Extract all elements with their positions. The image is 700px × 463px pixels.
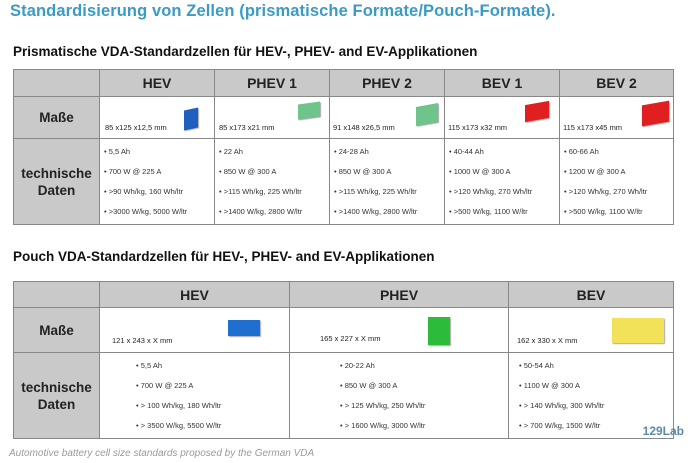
corner-cell <box>14 282 100 308</box>
watermark-logo: 129Lab <box>642 424 684 438</box>
spec-item: • 850 W @ 300 A <box>219 162 329 182</box>
spec-item: • >115 Wh/kg, 225 Wh/ltr <box>219 182 329 202</box>
spec-item: • 24-28 Ah <box>334 142 444 162</box>
spec-item: • >120 Wh/kg, 270 Wh/ltr <box>449 182 559 202</box>
dimension-text: 85 x125 x12,5 mm <box>105 123 167 132</box>
pouch-heading: Pouch VDA-Standardzellen für HEV-, PHEV- and EV-Applikationen <box>13 249 435 264</box>
spec-item: • 1000 W @ 300 A <box>449 162 559 182</box>
cell-block-icon <box>298 101 320 119</box>
dimension-cell <box>509 308 674 353</box>
prismatic-heading: Prismatische VDA-Standardzellen für HEV-, PHEV- and EV-Applikationen <box>13 44 478 59</box>
dimension-text: 121 x 243 x X mm <box>112 336 173 345</box>
specs-list <box>215 142 329 222</box>
dimension-cell <box>290 308 509 353</box>
spec-item: • 1100 W @ 300 A <box>519 376 673 396</box>
specs-cell <box>100 139 215 225</box>
specs-cell <box>560 139 674 225</box>
spec-item: • >500 W/kg, 1100 W/ltr <box>449 202 559 222</box>
pouch-header-row <box>14 282 674 308</box>
spec-item: • > 1600 W/kg, 3000 W/ltr <box>340 416 508 436</box>
spec-item: • 700 W @ 225 A <box>136 376 289 396</box>
specs-cell <box>215 139 330 225</box>
specs-list <box>560 142 673 222</box>
specs-cell <box>445 139 560 225</box>
spec-item: • 22 Ah <box>219 142 329 162</box>
spec-item: • >1400 W/kg, 2800 W/ltr <box>219 202 329 222</box>
spec-item: • > 125 Wh/kg, 250 Wh/ltr <box>340 396 508 416</box>
page-title: Standardisierung von Zellen (prismatische Formate/Pouch-Formate). <box>10 2 556 20</box>
dimension-text: 165 x 227 x X mm <box>320 334 381 343</box>
column-header: HEV <box>100 282 290 308</box>
specs-cell <box>330 139 445 225</box>
column-header: BEV 2 <box>560 70 674 97</box>
dimension-cell <box>215 97 330 139</box>
spec-item: • 20-22 Ah <box>340 356 508 376</box>
cell-block-icon <box>642 101 669 127</box>
dimension-text: 115 x173 x45 mm <box>563 123 623 132</box>
specs-list <box>100 356 289 436</box>
dimension-cell <box>330 97 445 139</box>
row-label-specs: technische Daten <box>14 353 100 439</box>
pouch-table <box>13 281 674 439</box>
cell-block-icon <box>184 108 198 131</box>
dimension-text: 115 x173 x32 mm <box>448 123 508 132</box>
column-header: BEV 1 <box>445 70 560 97</box>
spec-item: • >500 W/kg, 1100 W/ltr <box>564 202 673 222</box>
spec-item: • > 700 W/kg, 1500 W/ltr <box>519 416 673 436</box>
specs-list <box>330 142 444 222</box>
corner-cell <box>14 70 100 97</box>
specs-list <box>100 142 214 222</box>
spec-item: • 850 W @ 300 A <box>334 162 444 182</box>
column-header: BEV <box>509 282 674 308</box>
dimension-text: 162 x 330 x X mm <box>517 336 578 345</box>
prismatic-dimensions-row <box>14 97 674 139</box>
prismatic-table <box>13 69 674 225</box>
spec-item: • >1400 W/kg, 2800 W/ltr <box>334 202 444 222</box>
cell-block-icon <box>612 318 664 343</box>
spec-item: • 50-54 Ah <box>519 356 673 376</box>
column-header: PHEV 2 <box>330 70 445 97</box>
specs-cell <box>290 353 509 439</box>
dimension-text: 91 x148 x26,5 mm <box>333 123 395 132</box>
dimension-cell <box>560 97 674 139</box>
prismatic-specs-row <box>14 139 674 225</box>
cell-block-icon <box>416 103 438 126</box>
spec-item: • 5,5 Ah <box>104 142 214 162</box>
spec-item: • 850 W @ 300 A <box>340 376 508 396</box>
spec-item: • 40-44 Ah <box>449 142 559 162</box>
image-caption: Automotive battery cell size standards proposed by the German VDA <box>9 448 315 459</box>
column-header: PHEV <box>290 282 509 308</box>
spec-item: • 1200 W @ 300 A <box>564 162 673 182</box>
row-label-dimensions: Maße <box>14 308 100 353</box>
spec-item: • 700 W @ 225 A <box>104 162 214 182</box>
spec-item: • > 3500 W/kg, 5500 W/ltr <box>136 416 289 436</box>
spec-item: • >115 Wh/kg, 225 Wh/ltr <box>334 182 444 202</box>
spec-item: • 60-66 Ah <box>564 142 673 162</box>
pouch-dimensions-row <box>14 308 674 353</box>
pouch-specs-row <box>14 353 674 439</box>
spec-item: • >3000 W/kg, 5000 W/ltr <box>104 202 214 222</box>
cell-block-icon <box>428 317 450 345</box>
cell-block-icon <box>525 101 549 122</box>
row-label-specs: technische Daten <box>14 139 100 225</box>
column-header: HEV <box>100 70 215 97</box>
dimension-cell <box>445 97 560 139</box>
specs-cell <box>100 353 290 439</box>
prismatic-header-row <box>14 70 674 97</box>
dimension-text: 85 x173 x21 mm <box>219 123 275 132</box>
spec-item: • 5,5 Ah <box>136 356 289 376</box>
column-header: PHEV 1 <box>215 70 330 97</box>
cell-block-icon <box>228 320 260 336</box>
spec-item: • > 100 Wh/kg, 180 Wh/ltr <box>136 396 289 416</box>
dimension-cell <box>100 308 290 353</box>
spec-item: • >90 Wh/kg, 160 Wh/ltr <box>104 182 214 202</box>
row-label-dimensions: Maße <box>14 97 100 139</box>
spec-item: • >120 Wh/kg, 270 Wh/ltr <box>564 182 673 202</box>
dimension-cell <box>100 97 215 139</box>
spec-item: • > 140 Wh/kg, 300 Wh/ltr <box>519 396 673 416</box>
specs-list <box>445 142 559 222</box>
specs-list <box>290 356 508 436</box>
